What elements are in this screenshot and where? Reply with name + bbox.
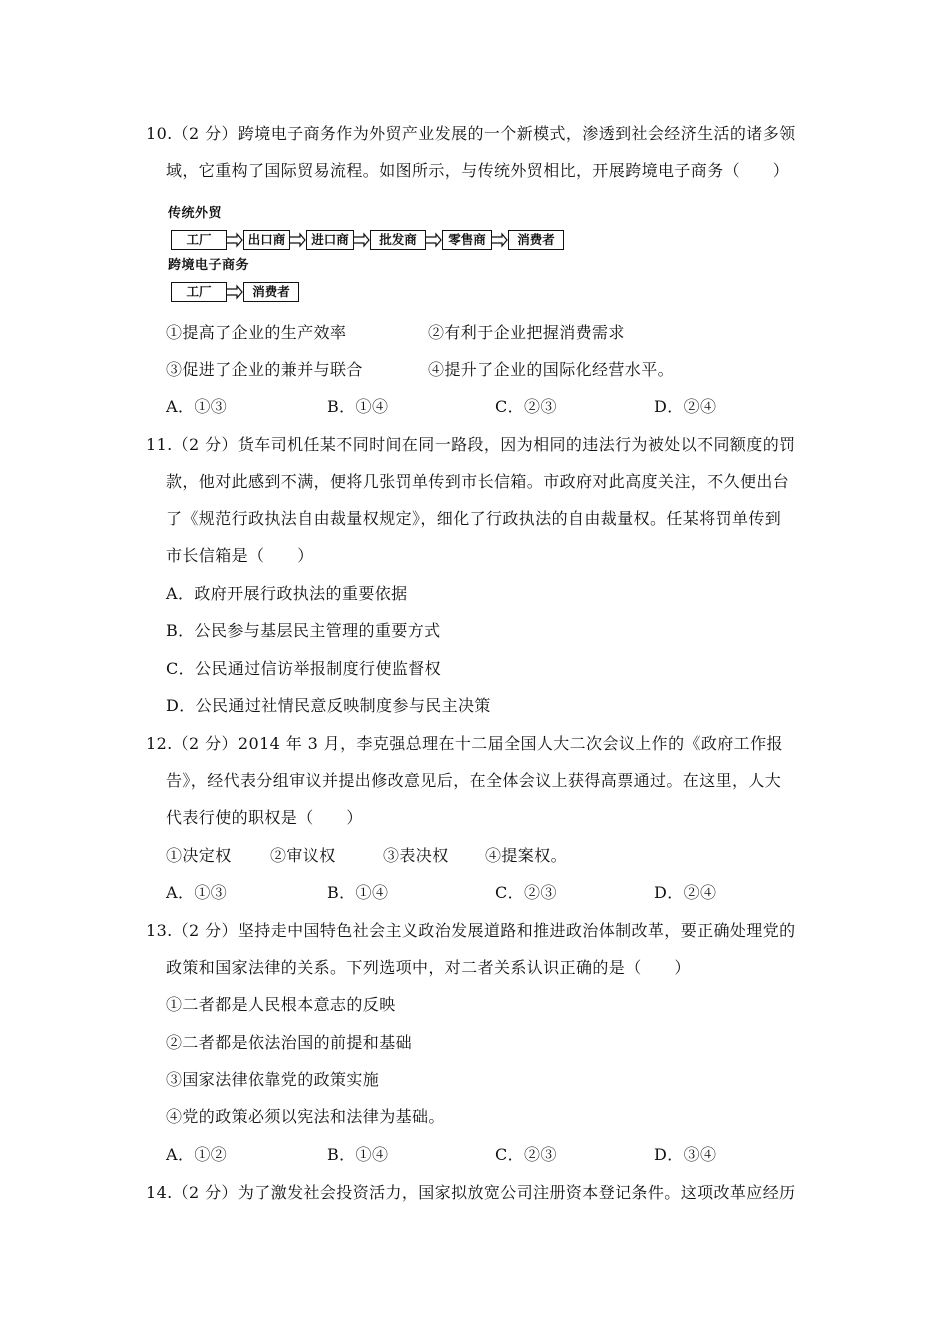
q12-stem-line-2: 告》，经代表分组审议并提出修改意见后，在全体会议上获得高票通过。在这里，人大 — [166, 771, 782, 790]
q13-stem-line-2: 政策和国家法律的关系。下列选项中，对二者关系认识正确的是（ ） — [166, 958, 691, 977]
flow-arrow-icon — [227, 284, 243, 300]
q13-choice-b[interactable]: B．①④ — [327, 1145, 389, 1164]
q12-choice-a[interactable]: A．①③ — [166, 883, 228, 902]
q10-item-3: ③促进了企业的兼并与联合 — [166, 360, 363, 379]
q12-item-4: ④提案权。 — [485, 846, 568, 865]
q11-choice-a[interactable]: A．政府开展行政执法的重要依据 — [166, 584, 408, 603]
q13-item-3: ③国家法律依靠党的政策实施 — [166, 1070, 380, 1089]
q10-choice-d[interactable]: D．②④ — [654, 397, 717, 416]
q11-choice-d[interactable]: D．公民通过社情民意反映制度参与民主决策 — [166, 696, 491, 715]
q10-stem-line-2: 域，它重构了国际贸易流程。如图所示，与传统外贸相比，开展跨境电子商务（ ） — [166, 161, 790, 180]
q11-choice-b[interactable]: B．公民参与基层民主管理的重要方式 — [166, 621, 441, 640]
q13-stem-line-1: 13.（2 分）坚持走中国特色社会主义政治发展道路和推进政治体制改革，要正确处理党的 — [146, 921, 796, 940]
q12-stem-line-1: 12.（2 分）2014 年 3 月，李克强总理在十二届全国人大二次会议上作的《政府工作报 — [146, 734, 783, 753]
q11-stem-line-4: 市长信箱是（ ） — [166, 546, 314, 565]
flow-arrow-icon — [354, 232, 370, 248]
q10-item-2: ②有利于企业把握消费需求 — [428, 323, 625, 342]
flow-box-factory: 工厂 — [171, 230, 227, 250]
flow-box-wholesaler: 批发商 — [370, 230, 426, 250]
flow-box-consumer-2: 消费者 — [243, 282, 299, 302]
flow-box-exporter: 出口商 — [243, 230, 290, 250]
flow-box-consumer: 消费者 — [508, 230, 564, 250]
flow-box-factory-2: 工厂 — [171, 282, 227, 302]
q11-choice-c[interactable]: C．公民通过信访举报制度行使监督权 — [166, 659, 442, 678]
q10-choice-a[interactable]: A．①③ — [166, 397, 228, 416]
q14-stem-line-1: 14.（2 分）为了激发社会投资活力，国家拟放宽公司注册资本登记条件。这项改革应经历 — [146, 1183, 796, 1202]
q11-stem-line-3: 了《规范行政执法自由裁量权规定》，细化了行政执法的自由裁量权。任某将罚单传到 — [166, 509, 782, 528]
q12-choice-c[interactable]: C．②③ — [495, 883, 557, 902]
q13-choice-d[interactable]: D．③④ — [654, 1145, 717, 1164]
flow-arrow-icon — [426, 232, 442, 248]
traditional-trade-label: 传统外贸 — [168, 206, 223, 221]
flow-arrow-icon — [492, 232, 508, 248]
q10-item-4: ④提升了企业的国际化经营水平。 — [428, 360, 675, 379]
q12-choice-d[interactable]: D．②④ — [654, 883, 717, 902]
q10-choice-c[interactable]: C．②③ — [495, 397, 557, 416]
q10-choice-b[interactable]: B．①④ — [327, 397, 389, 416]
q13-item-2: ②二者都是依法治国的前提和基础 — [166, 1033, 413, 1052]
q13-choice-c[interactable]: C．②③ — [495, 1145, 557, 1164]
q13-item-1: ①二者都是人民根本意志的反映 — [166, 995, 396, 1014]
cross-border-label: 跨境电子商务 — [168, 258, 250, 273]
q12-item-2: ②审议权 — [270, 846, 336, 865]
q13-item-4: ④党的政策必须以宪法和法律为基础。 — [166, 1107, 445, 1126]
q13-choice-a[interactable]: A．①② — [166, 1145, 228, 1164]
q11-stem-line-1: 11.（2 分）货车司机任某不同时间在同一路段，因为相同的违法行为被处以不同额度的罚 — [146, 435, 796, 454]
flow-box-importer: 进口商 — [306, 230, 354, 250]
flow-box-retailer: 零售商 — [442, 230, 492, 250]
q10-stem-line-1: 10.（2 分）跨境电子商务作为外贸产业发展的一个新模式，渗透到社会经济生活的诸多领 — [146, 124, 796, 143]
flow-arrow-icon — [290, 232, 306, 248]
q12-item-3: ③表决权 — [383, 846, 449, 865]
q10-item-1: ①提高了企业的生产效率 — [166, 323, 347, 342]
flow-arrow-icon — [227, 232, 243, 248]
q12-item-1: ①决定权 — [166, 846, 232, 865]
q11-stem-line-2: 款，他对此感到不满，便将几张罚单传到市长信箱。市政府对此高度关注，不久便出台 — [166, 472, 790, 491]
q12-choice-b[interactable]: B．①④ — [327, 883, 389, 902]
q12-stem-line-3: 代表行使的职权是（ ） — [166, 808, 363, 827]
